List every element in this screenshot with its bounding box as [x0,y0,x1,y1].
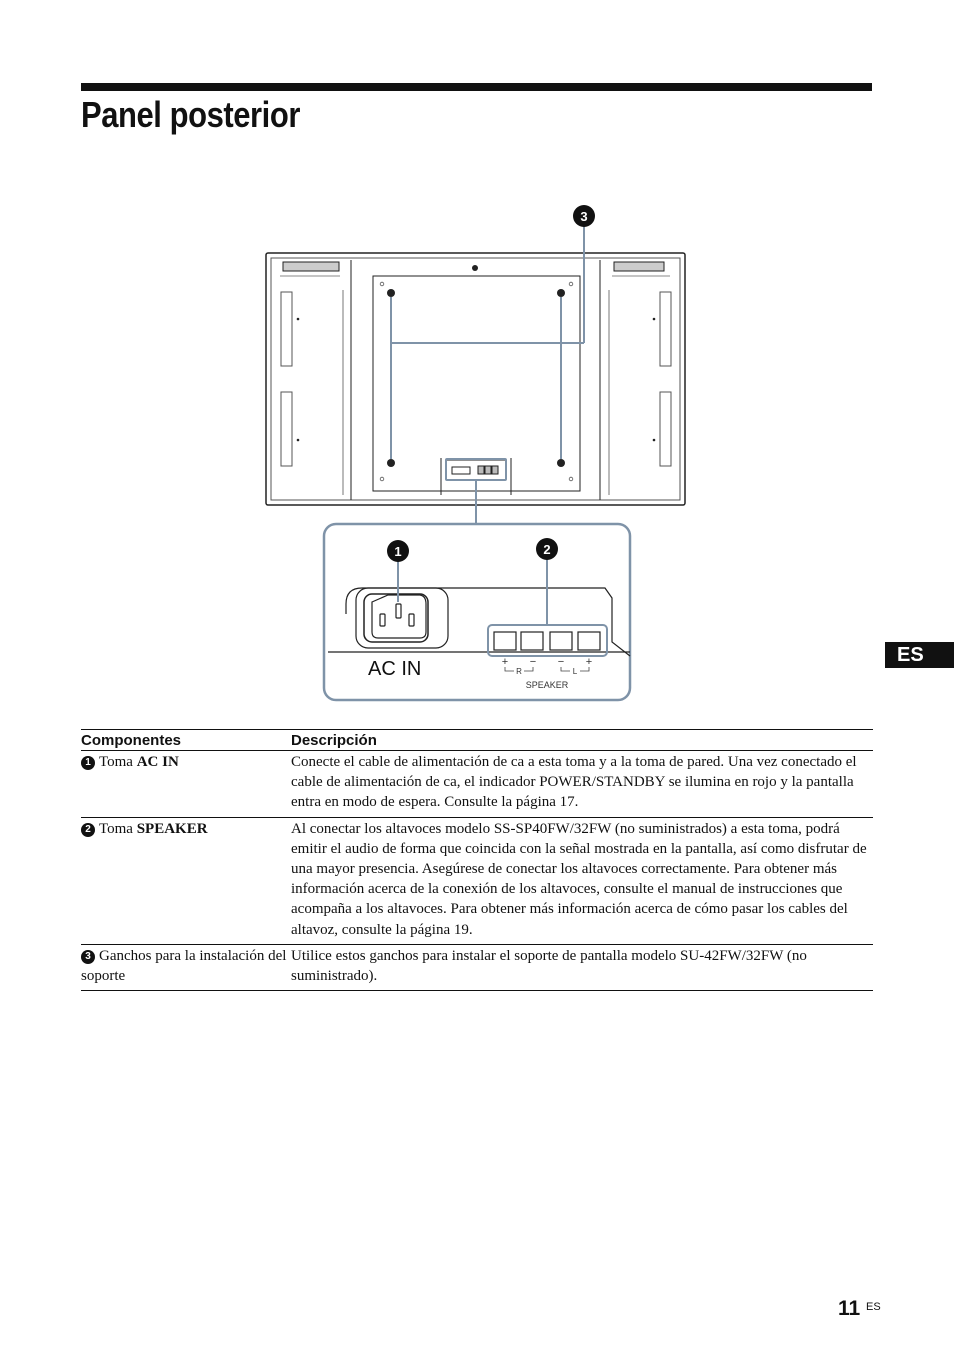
title-rule [81,83,872,91]
speaker-polarity: + [585,656,593,668]
table-row [81,817,873,944]
stand-hook [387,289,395,297]
component-prefix: Toma [99,820,137,837]
callout-1: 1 [394,544,402,559]
speaker-polarity: − [529,656,537,668]
language-tab: ES [885,642,954,668]
component-name: SPEAKER [136,820,208,837]
row-number-badge: 1 [81,756,95,770]
page-number: 11 [838,1297,861,1320]
stand-hook [557,459,565,467]
stand-hook [387,459,395,467]
header-description: Descripción [291,730,873,751]
component-prefix: Toma [99,754,137,770]
page-number-suffix: ES [866,1301,881,1313]
callout-2: 2 [543,542,551,557]
table-row [81,944,873,990]
table-row [81,751,873,818]
page-title: Panel posterior [81,94,300,135]
component-description: Utilice estos ganchos para instalar el soporte de pantalla modelo SU-42FW/32FW (no suministrado). [291,944,873,990]
row-number-badge: 3 [81,950,95,964]
ac-in-label: AC IN [368,658,422,680]
component-description: Al conectar los altavoces modelo SS-SP40FW/32FW (no suministrados) a esta toma, podrá emitir el audio de forma que coincida con la señal mostrada en la pantalla, así como disfrutar de una mayor presencia. Asegúrese de conectar los altavoces correctamente. Para obtener más información acerca de la conexión de los altavoces, consulte el manual de instrucciones que acompaña a los altavoces. Para obtener más información acerca de cómo pasar los cables del altavoz, consulte la página 19. [291,817,873,944]
speaker-channel-l: L [572,667,578,676]
components-table [81,729,873,991]
row-number-badge: 2 [81,823,95,837]
speaker-polarity: + [501,656,509,668]
component-name: AC IN [136,754,179,770]
speaker-channel-r: R [516,667,522,676]
stand-hook [557,289,565,297]
header-components: Componentes [81,730,291,751]
speaker-polarity: − [557,656,565,668]
speaker-label: SPEAKER [525,680,569,690]
rear-panel-diagram [0,190,954,710]
component-description: Conecte el cable de alimentación de ca a esta toma y a la toma de pared. Una vez conectado el cable de alimentación de ca, el indicador POWER/STANDBY se ilumina en rojo y la pantalla entra en modo de espera. Consulte la página 17. [291,751,873,818]
callout-3: 3 [580,209,588,224]
component-name: Ganchos para la instalación del soporte [81,947,287,985]
table-header-row [81,730,873,751]
